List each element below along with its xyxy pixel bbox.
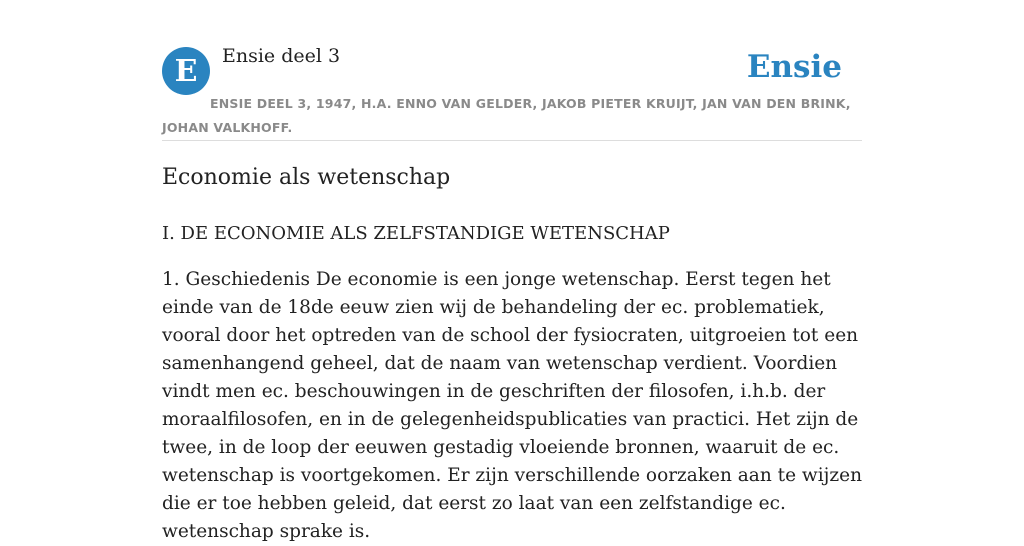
- section-heading: I. DE ECONOMIE ALS ZELFSTANDIGE WETENSCHAP: [162, 223, 670, 244]
- header: [162, 0, 862, 141]
- page-content: [162, 0, 862, 546]
- brand-logo[interactable]: Ensie: [746, 49, 842, 85]
- ensie-logo-badge[interactable]: E: [162, 47, 210, 95]
- source-meta: ENSIE DEEL 3, 1947, H.A. ENNO VAN GELDER, JAKOB PIETER KRUIJT, JAN VAN DEN BRINK, JOHAN VALKHOFF.: [162, 96, 851, 135]
- article: [162, 141, 862, 546]
- article-paragraph: 1. Geschiedenis De economie is een jonge wetenschap. Eerst tegen het einde van de 18de eeuw zien wij de behandeling der ec. problematiek, vooral door het optreden van de school der fysiocraten, uitgroeien tot een samenhangend geheel, dat de naam van wetenschap verdient. Voordien vindt men ec. beschouwingen in de geschriften der filosofen, i.h.b. der moraalfilosofen, en in de gelegenheidspublicaties van practici. Het zijn de twee, in de loop der eeuwen gestadig vloeiende bronnen, waaruit de ec. wetenschap is voortgekomen. Er zijn verschillende oorzaken aan te wijzen die er toe hebben geleid, dat eerst zo laat van een zelfstandige ec. wetenschap sprake is.: [162, 269, 862, 542]
- article-title: Economie als wetenschap: [162, 165, 451, 190]
- source-title[interactable]: Ensie deel 3: [222, 45, 341, 67]
